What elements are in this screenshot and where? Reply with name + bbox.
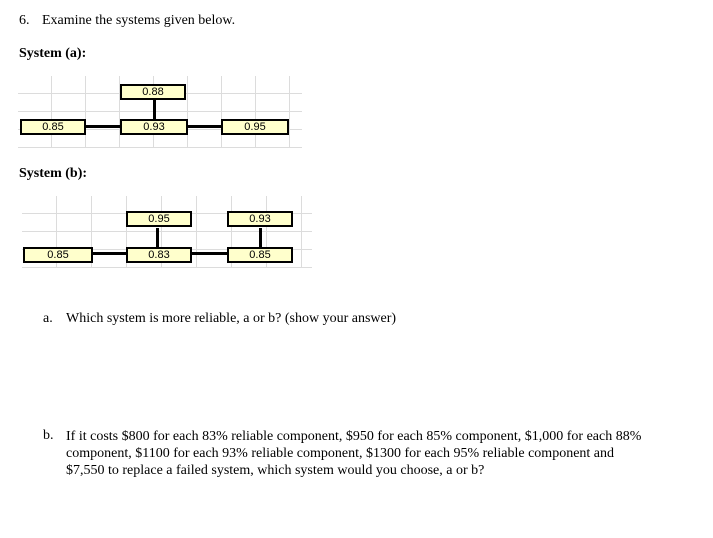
component-box: 0.85 [227,247,293,263]
system-b-heading: System (b): [19,166,88,181]
question-number: 6. [19,13,30,28]
question-prompt: Examine the systems given below. [42,13,236,28]
component-box: 0.93 [227,211,293,227]
connector-line [90,252,128,255]
component-box: 0.95 [126,211,192,227]
part-a-label: a. [43,311,53,326]
connector-line [190,252,230,255]
component-box: 0.93 [120,119,188,135]
part-b-text: If it costs $800 for each 83% reliable component, $950 for each 85% component, $1,000 for each 88% component, $1100 for each 93% reliable component, $1300 for each 95% reliable component and $7,550 to replace a failed system, which system would you choose, a or b? [66,429,642,478]
connector-line [259,228,262,248]
component-box: 0.83 [126,247,192,263]
part-a-text: Which system is more reliable, a or b? (show your answer) [66,311,397,326]
system-a-heading: System (a): [19,46,87,61]
connector-line [153,100,156,120]
component-box: 0.95 [221,119,289,135]
system-b-diagram [22,196,312,268]
component-box: 0.85 [20,119,86,135]
component-box: 0.85 [23,247,93,263]
connector-line [85,125,122,128]
connector-line [187,125,222,128]
connector-line [156,228,159,248]
system-a-diagram [18,76,302,148]
part-b-label: b. [43,428,54,443]
component-box: 0.88 [120,84,186,100]
